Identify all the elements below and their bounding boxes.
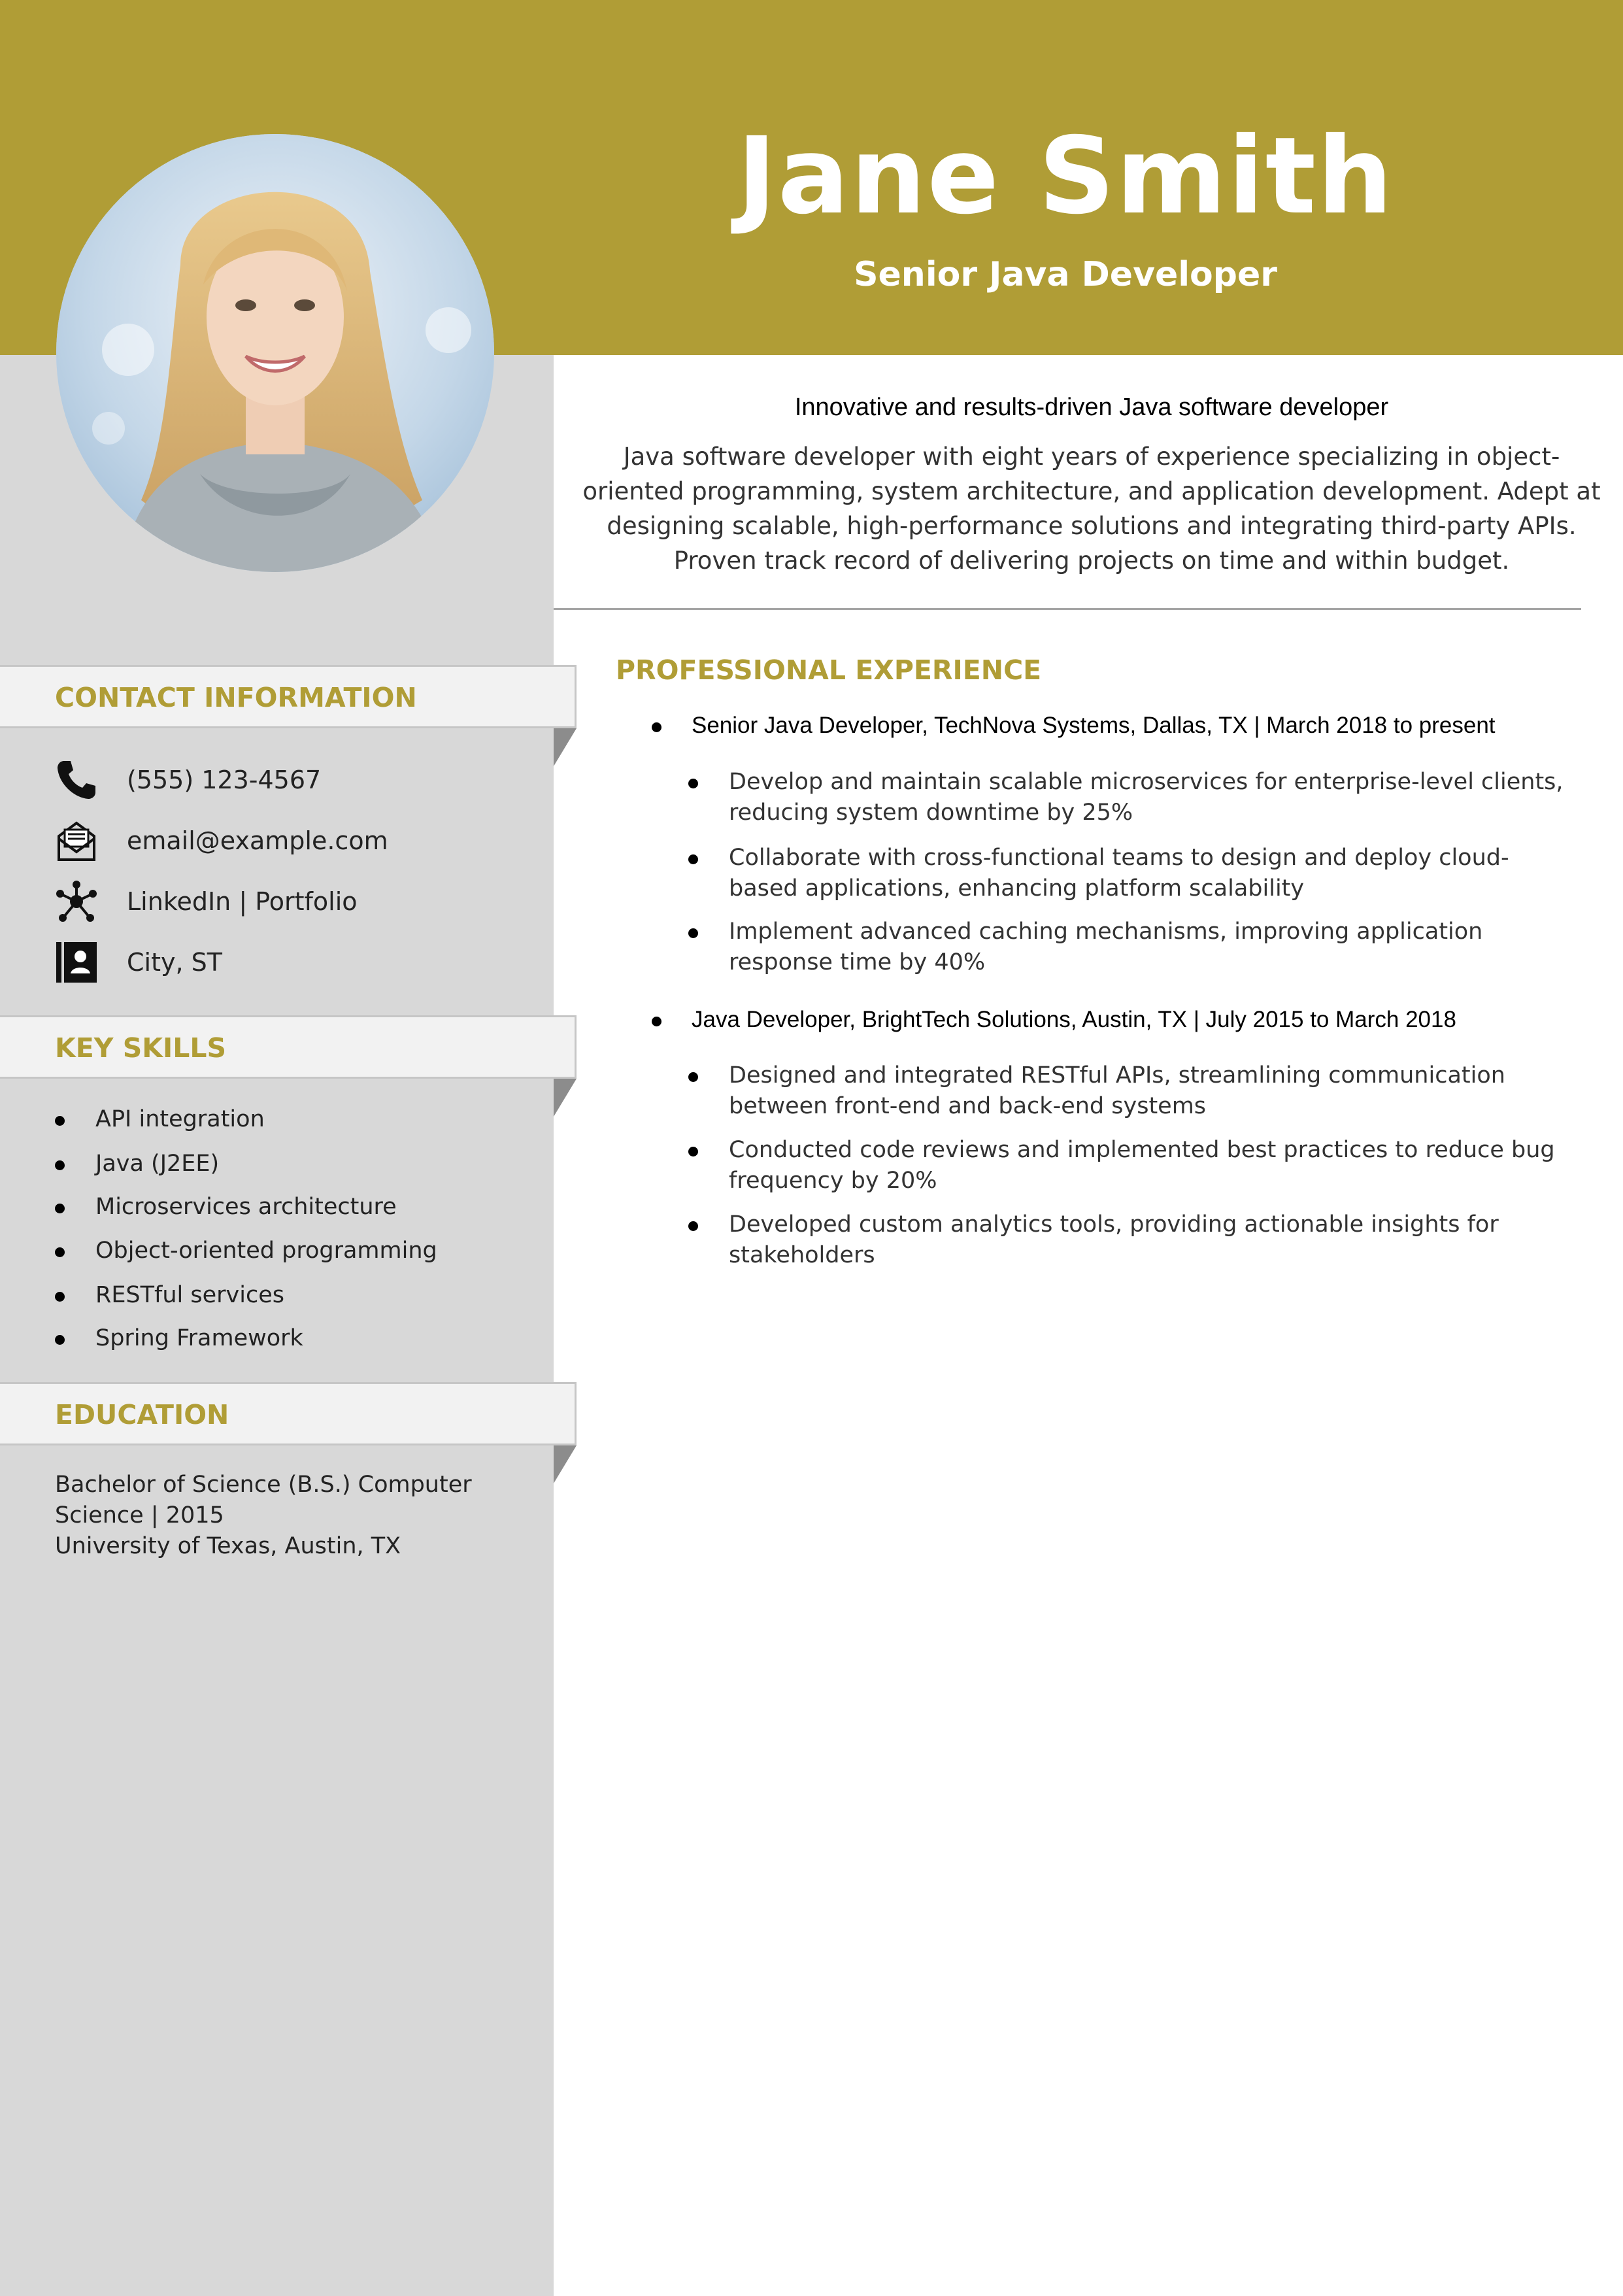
skill-item (55, 1233, 539, 1272)
links-text: LinkedIn | Portfolio (127, 887, 358, 916)
bullet-text: Collaborate with cross-functional teams to design and deploy cloud-based applications, enhancing platform scalability (729, 845, 1509, 902)
education-degree: Bachelor of Science (B.S.) Computer Science | 2015 (55, 1472, 472, 1528)
contact-heading: CONTACT INFORMATION (55, 682, 417, 713)
summary-tagline: Innovative and results-driven Java software developer (794, 394, 1389, 421)
bullet-text: Developed custom analytics tools, providing actionable insights for stakeholders (729, 1211, 1499, 1268)
summary-divider (554, 608, 1581, 610)
skill-text: Microservices architecture (95, 1194, 397, 1220)
job-bullet-dot (652, 1017, 661, 1026)
bullet-dot (55, 1335, 65, 1345)
phone-icon (55, 758, 98, 802)
skill-item (55, 1146, 539, 1185)
education-school: University of Texas, Austin, TX (55, 1533, 401, 1559)
bullet-dot (55, 1292, 65, 1302)
contact-links[interactable] (55, 880, 539, 926)
bullet-text: Designed and integrated RESTful APIs, streamlining communication between front-end and back-end systems (729, 1062, 1505, 1119)
education-entry (55, 1470, 526, 1562)
bullet-dot (688, 1072, 698, 1082)
envelope-icon (55, 819, 98, 862)
contact-location (55, 941, 539, 987)
bullet-text: Implement advanced caching mechanisms, improving application response time by 40% (729, 919, 1483, 975)
education-section-fold (554, 1445, 577, 1483)
education-heading: EDUCATION (55, 1399, 229, 1430)
skill-item (55, 1189, 539, 1228)
skill-item (55, 1102, 539, 1141)
summary-text: Java software developer with eight years of experience specializing in object-oriented programming, system architecture, and application development. Adept at designing scalable, high-performance solutions and integrating third-party APIs. Proven track record of delivering projects on time and within budget. (582, 443, 1601, 575)
job-title: Senior Java Developer (854, 255, 1277, 294)
skill-text: Object-oriented programming (95, 1238, 437, 1264)
contact-section-fold (554, 728, 577, 766)
skills-section-fold (554, 1079, 577, 1117)
bullet-dot (688, 779, 698, 788)
profile-photo (56, 134, 494, 572)
bullet-dot (55, 1204, 65, 1213)
skill-text: RESTful services (95, 1282, 284, 1308)
network-icon (55, 880, 98, 923)
skill-text: API integration (95, 1106, 265, 1132)
bullet-dot (55, 1116, 65, 1126)
email-text: email@example.com (127, 826, 388, 855)
job-header: Java Developer, BrightTech Solutions, Austin, TX | July 2015 to March 2018 (692, 1007, 1456, 1032)
bullet-dot (688, 1221, 698, 1231)
skills-heading: KEY SKILLS (55, 1032, 227, 1064)
bullet-text: Conducted code reviews and implemented best practices to reduce bug frequency by 20% (729, 1137, 1555, 1194)
skill-item (55, 1321, 539, 1360)
phone-text: (555) 123-4567 (127, 766, 322, 794)
address-book-icon (55, 941, 98, 984)
skill-item (55, 1277, 539, 1317)
skill-text: Java (J2EE) (95, 1151, 220, 1177)
bullet-dot (688, 1147, 698, 1156)
bullet-dot (55, 1247, 65, 1257)
location-text: City, ST (127, 948, 222, 977)
candidate-name: Jane Smith (737, 115, 1394, 238)
bullet-dot (688, 928, 698, 938)
job-bullet-dot (652, 722, 661, 732)
bullet-dot (688, 854, 698, 864)
contact-phone[interactable] (55, 758, 539, 804)
skill-text: Spring Framework (95, 1325, 303, 1351)
contact-email[interactable] (55, 819, 539, 865)
job-header: Senior Java Developer, TechNova Systems, Dallas, TX | March 2018 to present (692, 713, 1496, 738)
bullet-dot (55, 1160, 65, 1170)
bullet-text: Develop and maintain scalable microservices for enterprise-level clients, reducing system downtime by 25% (729, 769, 1564, 826)
experience-heading: PROFESSIONAL EXPERIENCE (616, 654, 1042, 686)
